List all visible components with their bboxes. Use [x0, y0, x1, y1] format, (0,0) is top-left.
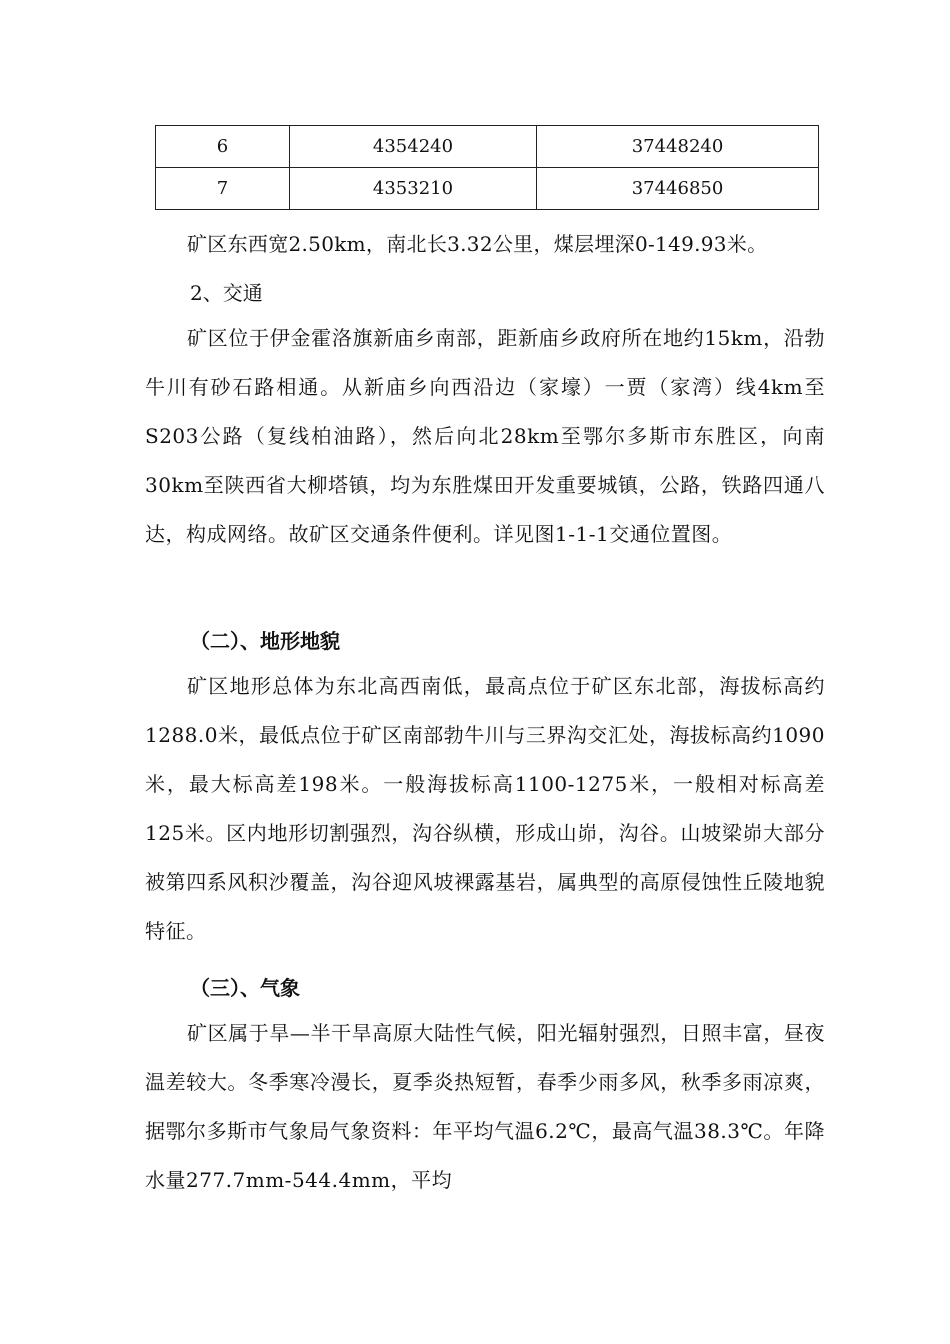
table-cell-y: 37448240 — [537, 126, 819, 168]
table-row — [156, 168, 819, 210]
table-cell-x: 4354240 — [290, 126, 537, 168]
paragraph-terrain: 矿区地形总体为东北高西南低，最高点位于矿区东北部，海拔标高约1288.0米，最低点位于矿区南部勃牛川与三界沟交汇处，海拔标高约1090米，最大标高差198米。一般海拔标高1100-1275米，一般相对标高差125米。区内地形切割强烈，沟谷纵横，形成山峁，沟谷。山坡梁峁大部分被第四系风积沙覆盖，沟谷迎风坡裸露基岩，属典型的高原侵蚀性丘陵地貌特征。 — [145, 674, 825, 943]
section-heading-terrain: （二）、地形地貌 — [190, 629, 340, 653]
table-cell-point: 7 — [156, 168, 290, 210]
table-cell-x: 4353210 — [290, 168, 537, 210]
table-cell-y: 37446850 — [537, 168, 819, 210]
table-row — [156, 126, 819, 168]
table-cell-point: 6 — [156, 126, 290, 168]
paragraph-extent: 矿区东西宽2.50km，南北长3.32公里，煤层埋深0-149.93米。 — [187, 232, 768, 256]
section-heading-traffic: 2、交通 — [190, 281, 263, 305]
paragraph-climate: 矿区属于旱—半干旱高原大陆性气候，阳光辐射强烈，日照丰富，昼夜温差较大。冬季寒冷漫长，夏季炎热短暂，春季少雨多风，秋季多雨凉爽，据鄂尔多斯市气象局气象资料：年平均气温6.2℃，最高气温38.3℃。年降水量277.7mm-544.4mm，平均 — [145, 1021, 825, 1192]
coordinate-table — [155, 125, 819, 210]
paragraph-traffic: 矿区位于伊金霍洛旗新庙乡南部，距新庙乡政府所在地约15km，沿勃牛川有砂石路相通。从新庙乡向西沿边（家壕）一贾（家湾）线4km至S203公路（复线柏油路），然后向北28km至鄂尔多斯市东胜区，向南30km至陕西省大柳塔镇，均为东胜煤田开发重要城镇，公路，铁路四通八达，构成网络。故矿区交通条件便利。详见图1-1-1交通位置图。 — [145, 326, 825, 546]
section-heading-climate: （三）、气象 — [190, 976, 300, 1000]
